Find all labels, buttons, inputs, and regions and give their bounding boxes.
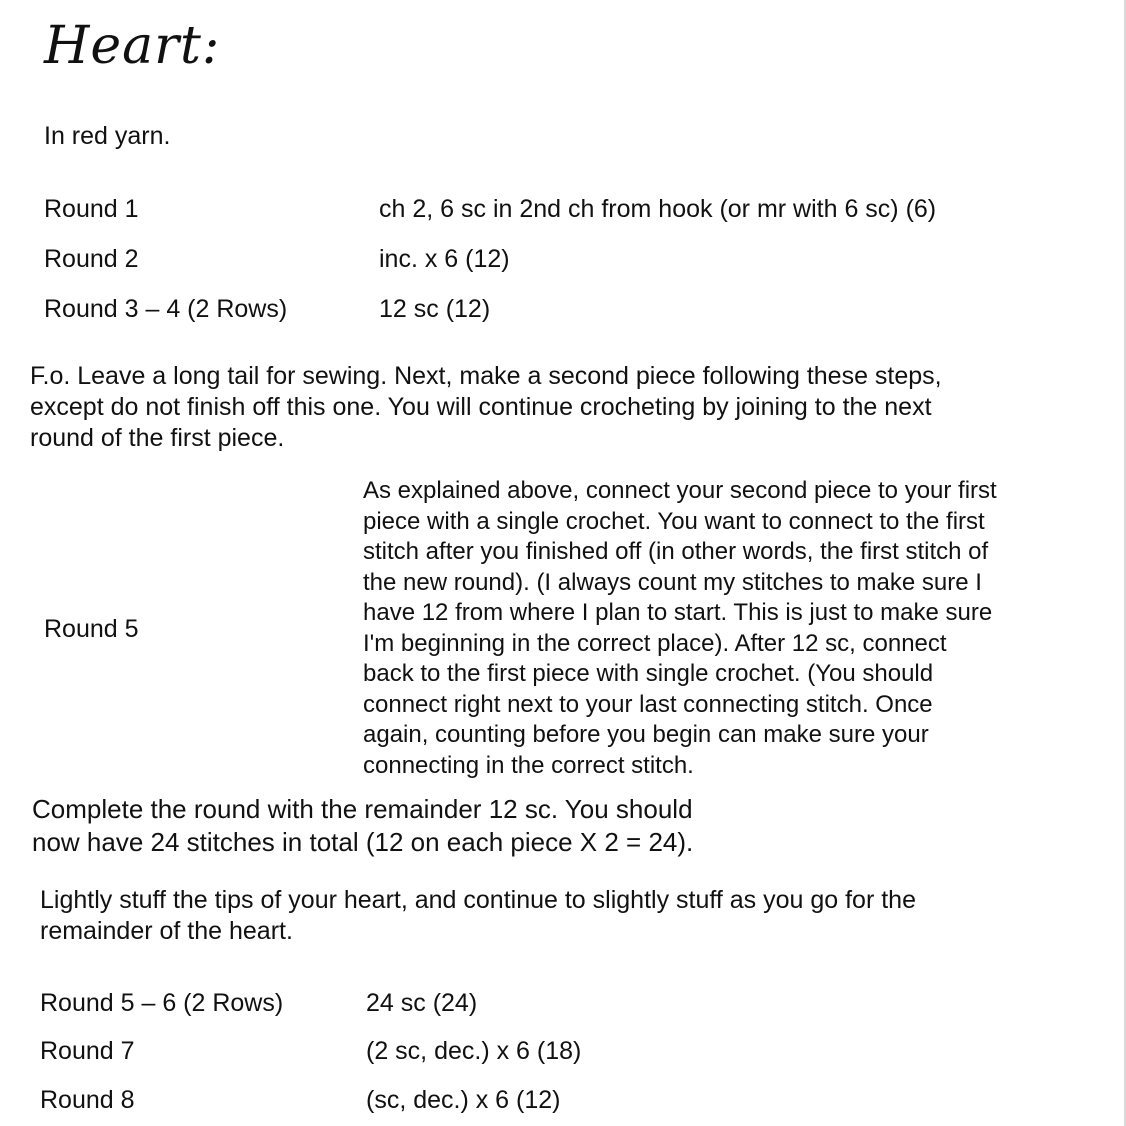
paragraph-line: connecting in the correct stitch. xyxy=(363,751,694,779)
round-instruction: ch 2, 6 sc in 2nd ch from hook (or mr with 6 sc) (6) xyxy=(379,195,937,223)
paragraph-line: piece with a single crochet. You want to connect to the first xyxy=(363,507,985,535)
paragraph-line: Complete the round with the remainder 12 sc. You should xyxy=(32,794,693,824)
round-instruction: 12 sc (12) xyxy=(379,295,491,323)
paragraph-line: I'm beginning in the correct place). After 12 sc, connect xyxy=(363,629,947,657)
paragraph-line: Lightly stuff the tips of your heart, and continue to slightly stuff as you go for the xyxy=(40,886,916,914)
round-label: Round 2 xyxy=(44,245,139,273)
round-instruction: 24 sc (24) xyxy=(366,989,478,1017)
round-instruction: (2 sc, dec.) x 6 (18) xyxy=(366,1037,582,1065)
paragraph-line: connect right next to your last connecting stitch. Once xyxy=(363,690,933,718)
paragraph-line: again, counting before you begin can make sure your xyxy=(363,721,929,748)
complete-round-paragraph xyxy=(32,793,792,859)
paragraph-line: have 12 from where I plan to start. This is just to make sure xyxy=(363,599,993,626)
round-label: Round 5 – 6 (2 Rows) xyxy=(40,989,284,1017)
paragraph-line: As explained above, connect your second piece to your first xyxy=(363,477,997,504)
round-label: Round 3 – 4 (2 Rows) xyxy=(44,295,288,323)
paragraph-line: remainder of the heart. xyxy=(40,917,293,945)
round-label: Round 5 xyxy=(44,615,139,643)
round-label: Round 7 xyxy=(40,1037,135,1065)
intro-text: In red yarn. xyxy=(44,122,171,150)
round-instruction: inc. x 6 (12) xyxy=(379,245,510,273)
stuffing-paragraph xyxy=(40,885,1096,947)
round5-instructions xyxy=(363,476,1073,781)
finish-off-paragraph xyxy=(30,361,1086,454)
round-instruction: (sc, dec.) x 6 (12) xyxy=(366,1086,561,1114)
paragraph-line: stitch after you finished off (in other words, the first stitch of xyxy=(363,538,989,565)
paragraph-line: back to the first piece with single crochet. (You should xyxy=(363,660,934,687)
paragraph-line: except do not finish off this one. You will continue crocheting by joining to the next xyxy=(30,393,932,421)
paragraph-line: round of the first piece. xyxy=(30,424,285,452)
paragraph-line: now have 24 stitches in total (12 on each piece X 2 = 24). xyxy=(32,827,694,857)
paragraph-line: the new round). (I always count my stitches to make sure I xyxy=(363,568,982,596)
round-label: Round 8 xyxy=(40,1086,135,1114)
paragraph-line: F.o. Leave a long tail for sewing. Next, make a second piece following these steps, xyxy=(30,362,942,390)
round-label: Round 1 xyxy=(44,195,139,223)
page-title: Heart: xyxy=(44,16,221,76)
